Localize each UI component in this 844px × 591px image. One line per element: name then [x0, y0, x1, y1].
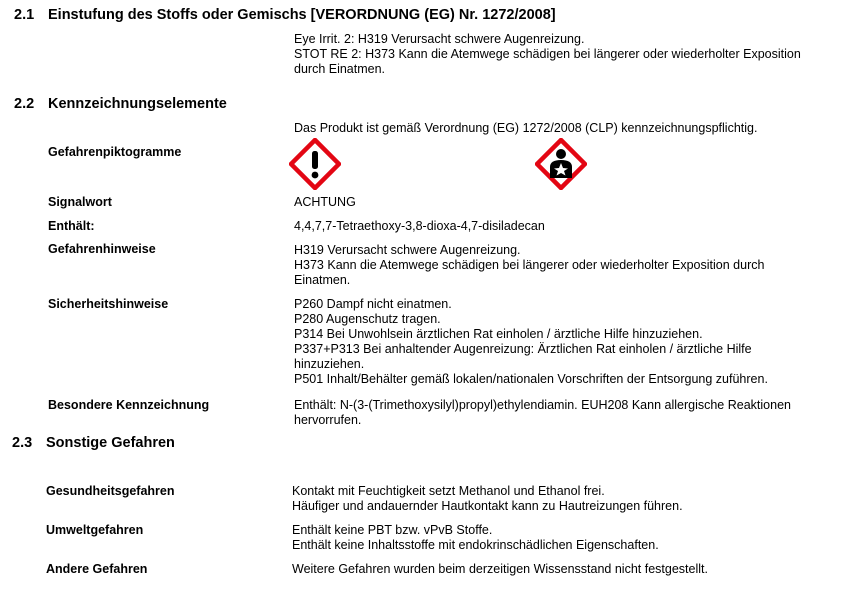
- classification-text: [294, 32, 801, 77]
- precautionary-statements-label: Sicherheitshinweise: [48, 297, 169, 311]
- hazard-line: H373 Kann die Atemwege schädigen bei längerer oder wiederholter Exposition durch: [294, 258, 765, 272]
- health-line: Kontakt mit Feuchtigkeit setzt Methanol und Ethanol frei.: [292, 484, 605, 498]
- precaution-line: P337+P313 Bei anhaltender Augenreizung: Ärztlichen Rat einholen / ärztliche Hilfe: [294, 342, 752, 356]
- contains-value: 4,4,7,7-Tetraethoxy-3,8-dioxa-4,7-disiladecan: [294, 219, 545, 233]
- special-line: Enthält: N-(3-(Trimethoxysilyl)propyl)ethylendiamin. EUH208 Kann allergische Reaktionen: [294, 398, 791, 412]
- environmental-hazards-label: Umweltgefahren: [46, 523, 144, 537]
- other-hazards: Weitere Gefahren wurden beim derzeitigen Wissensstand nicht festgestellt.: [292, 562, 708, 576]
- section-2-1-number: 2.1: [14, 7, 35, 23]
- health-line: Häufiger und andauernder Hautkontakt kann zu Hautreizungen führen.: [292, 499, 683, 513]
- classification-line: STOT RE 2: H373 Kann die Atemwege schädigen bei längerer oder wiederholter Exposition: [294, 47, 801, 61]
- hazard-line: Einatmen.: [294, 273, 351, 287]
- special-labelling-label: Besondere Kennzeichnung: [48, 398, 210, 412]
- section-2-2-number: 2.2: [14, 96, 35, 112]
- section-2-3-number: 2.3: [12, 435, 33, 451]
- hazard-statements: [294, 243, 764, 288]
- health-hazards: [292, 484, 683, 514]
- precaution-line: P314 Bei Unwohlsein ärztlichen Rat einholen / ärztliche Hilfe hinzuziehen.: [294, 327, 703, 341]
- signal-word-value: ACHTUNG: [294, 195, 356, 209]
- env-line: Enthält keine PBT bzw. vPvB Stoffe.: [292, 523, 493, 537]
- hazard-line: H319 Verursacht schwere Augenreizung.: [294, 243, 521, 257]
- section-2-1-title: Einstufung des Stoffs oder Gemischs [VERORDNUNG (EG) Nr. 1272/2008]: [48, 7, 556, 23]
- precaution-line: hinzuziehen.: [294, 357, 365, 371]
- hazard-statements-label: Gefahrenhinweise: [48, 242, 156, 256]
- classification-line: durch Einatmen.: [294, 62, 386, 76]
- labelling-intro: Das Produkt ist gemäß Verordnung (EG) 1272/2008 (CLP) kennzeichnungspflichtig.: [294, 121, 758, 135]
- section-2-2-title: Kennzeichnungselemente: [48, 96, 227, 112]
- section-2-3-title: Sonstige Gefahren: [46, 435, 175, 451]
- exclamation-mark-icon: [289, 138, 341, 190]
- precautionary-statements: [294, 297, 768, 387]
- other-hazards-label: Andere Gefahren: [46, 562, 148, 576]
- env-line: Enthält keine Inhaltsstoffe mit endokrinschädlichen Eigenschaften.: [292, 538, 659, 552]
- signal-word-label: Signalwort: [48, 195, 112, 209]
- contains-label: Enthält:: [48, 219, 95, 233]
- health-hazards-label: Gesundheitsgefahren: [46, 484, 175, 498]
- health-hazard-icon: [535, 138, 587, 190]
- classification-line: Eye Irrit. 2: H319 Verursacht schwere Augenreizung.: [294, 32, 585, 46]
- environmental-hazards: [292, 523, 659, 553]
- precaution-line: P280 Augenschutz tragen.: [294, 312, 441, 326]
- pictograms-label: Gefahrenpiktogramme: [48, 145, 182, 159]
- special-line: hervorrufen.: [294, 413, 362, 427]
- precaution-line: P501 Inhalt/Behälter gemäß lokalen/nationalen Vorschriften der Entsorgung zuführen.: [294, 372, 768, 386]
- special-labelling: [294, 398, 791, 428]
- precaution-line: P260 Dampf nicht einatmen.: [294, 297, 452, 311]
